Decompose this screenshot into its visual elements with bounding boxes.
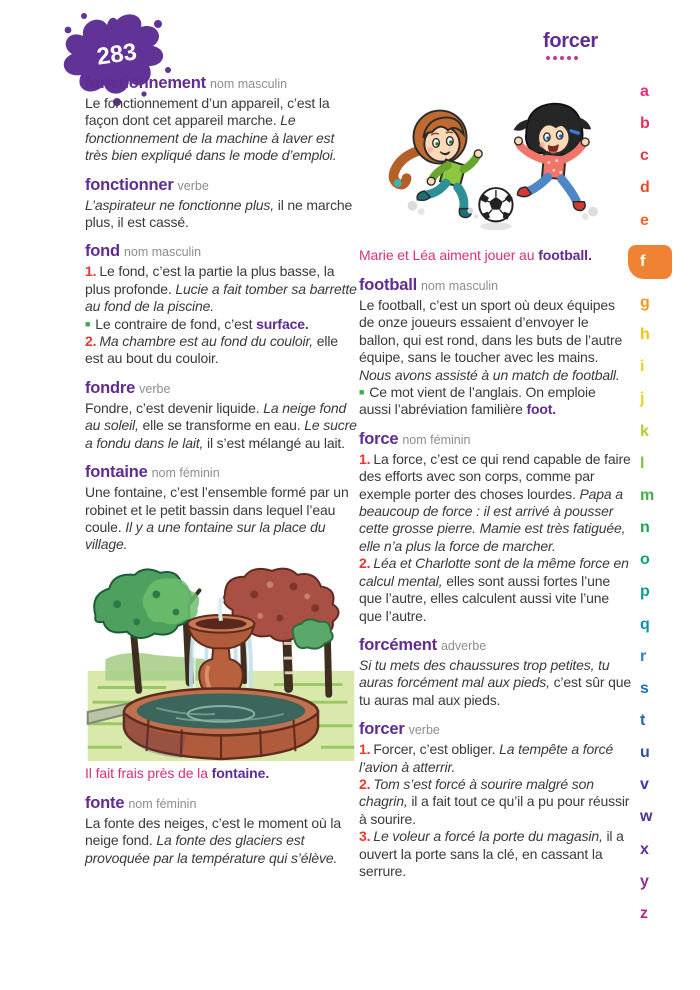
definition-paragraph: [359, 555, 631, 625]
headword: forcer: [359, 720, 405, 739]
text-segment: fontaine.: [211, 764, 270, 781]
definition-paragraph: [85, 95, 358, 165]
headword: fonctionner: [85, 175, 174, 194]
text-segment: Le fonctionnement d’un appareil, c’est la façon dont cet appareil marche.: [85, 95, 330, 129]
entry-head: [85, 74, 358, 93]
part-of-speech: nom féminin: [402, 432, 471, 447]
football-kids-figure: [359, 88, 631, 264]
headword: fonte: [85, 793, 125, 812]
definition-paragraph: [359, 297, 631, 384]
running-head-dot: [560, 56, 564, 60]
running-head-dot: [546, 56, 550, 60]
right-entries: [359, 276, 631, 880]
entry-head: [85, 379, 358, 398]
fountain-caption: [85, 765, 358, 782]
entry-head: [359, 636, 631, 655]
part-of-speech: nom masculin: [123, 245, 202, 260]
part-of-speech: nom masculin: [209, 77, 288, 91]
part-of-speech: verbe: [177, 178, 209, 193]
definition-paragraph: [85, 197, 358, 232]
text-segment: Il y a une fontaine sur la place du village.: [85, 518, 326, 553]
alphabet-letter-i: i: [640, 358, 645, 376]
alphabet-letter-s: s: [640, 679, 649, 697]
text-segment: La neige fond au soleil,: [85, 399, 347, 434]
alphabet-letter-p: p: [640, 583, 650, 601]
text-segment: Si tu mets des chaussures trop petites, tu auras forcément mal aux pieds,: [359, 656, 610, 691]
alphabet-letter-e: e: [640, 211, 649, 229]
text-segment: Ce mot vient de l’anglais. On emploie aussi l’abréviation familière: [359, 384, 596, 418]
headword: fontaine: [85, 463, 148, 482]
alphabet-letter-r: r: [640, 647, 647, 665]
alphabet-letter-k: k: [640, 422, 649, 440]
text-segment: Il fait frais près de la: [85, 764, 212, 781]
running-head-dot: [574, 56, 578, 60]
alphabet-letter-f: f: [628, 245, 672, 279]
entry-head: [85, 176, 358, 195]
text-segment: Le contraire de fond, c’est: [95, 315, 257, 332]
running-head: [543, 30, 598, 60]
text-segment: elles sont aussi fortes l’une que l’autre, elles calculent aussi vite l’une que l’autre.: [359, 572, 610, 624]
text-segment: 2.: [85, 333, 97, 350]
part-of-speech: nom féminin: [151, 466, 220, 481]
text-segment: Le fond, c’est la partie la plus basse, la plus profonde.: [85, 263, 335, 297]
definition-paragraph: [85, 333, 358, 368]
definition-paragraph: [85, 815, 358, 867]
entry-forcer: [359, 720, 631, 880]
part-of-speech: verbe: [408, 723, 440, 738]
alphabet-letter-q: q: [640, 615, 650, 633]
running-head-word: forcer: [543, 30, 598, 52]
part-of-speech: adverbe: [440, 638, 487, 653]
alphabet-letter-h: h: [640, 326, 650, 344]
entry-head: [359, 430, 631, 449]
entry-fonte: [85, 794, 358, 867]
right-column: [359, 84, 631, 891]
headword: football: [359, 276, 417, 294]
entry-head: [85, 463, 358, 482]
text-segment: 3.: [359, 828, 371, 845]
alphabet-letter-t: t: [640, 711, 646, 729]
text-segment: Le voleur a forcé la porte du magasin,: [373, 828, 603, 845]
alphabet-letter-n: n: [640, 519, 650, 537]
text-segment: football.: [538, 247, 592, 263]
definition-paragraph: [359, 741, 631, 776]
text-segment: Lucie a fait tomber sa barrette au fond de la piscine.: [85, 280, 357, 315]
text-segment: La tempête a forcé l’avion à atterrir.: [359, 741, 614, 775]
entry-head: [359, 720, 631, 739]
text-segment: c’est sûr que tu auras mal aux pieds.: [359, 674, 631, 708]
entry-football: [359, 276, 631, 419]
definition-paragraph: [85, 316, 358, 333]
text-segment: 1.: [359, 450, 371, 467]
text-segment: Papa a beaucoup de force : il est arrivé à pousser cette grosse pierre. Mamie est très fatiguée, elle n’a plus la force de marcher.: [359, 485, 626, 554]
definition-paragraph: [85, 263, 358, 315]
page-number: 283: [95, 38, 139, 71]
running-head-dot: [567, 56, 571, 60]
football-kids-illustration: [359, 88, 624, 243]
football-caption: [359, 247, 631, 264]
left-entries-continued: [85, 794, 358, 867]
text-segment: 1.: [85, 263, 97, 280]
entry-fondre: [85, 379, 358, 452]
fountain-illustration: [85, 565, 357, 761]
text-segment: elle est au bout du couloir.: [85, 333, 338, 367]
definition-paragraph: [85, 484, 358, 554]
alphabet-letter-b: b: [640, 115, 650, 133]
part-of-speech: nom masculin: [420, 279, 499, 293]
entry-head: [85, 794, 358, 813]
alphabet-letter-d: d: [640, 179, 650, 197]
left-column: [85, 74, 358, 878]
fountain-figure: [85, 565, 358, 782]
text-segment: Le sucre a fondu dans le lait,: [85, 417, 357, 451]
running-head-dot: [553, 56, 557, 60]
alphabet-letter-o: o: [640, 551, 650, 569]
alphabet-letter-x: x: [640, 840, 649, 858]
entry-fond: [85, 242, 358, 367]
definition-paragraph: [359, 451, 631, 555]
alphabet-letter-v: v: [640, 776, 649, 794]
entry-fonctionner: [85, 176, 358, 232]
alphabet-letter-j: j: [640, 390, 645, 408]
text-segment: il ne marche plus, il est cassé.: [85, 196, 353, 231]
headword: fondre: [85, 378, 136, 397]
text-segment: Marie et Léa aiment jouer au: [359, 247, 539, 263]
alphabet-letter-y: y: [640, 872, 649, 890]
text-segment: L’aspirateur ne fonctionne plus,: [85, 196, 274, 213]
entry-forcement: [359, 636, 631, 709]
entry-head: [85, 242, 358, 261]
entry-head: [359, 276, 631, 295]
part-of-speech: verbe: [139, 381, 171, 396]
headword: fond: [85, 242, 120, 261]
alphabet-letter-u: u: [640, 744, 650, 762]
text-segment: Forcer, c’est obliger.: [373, 741, 500, 758]
text-segment: La force, c’est ce qui rend capable de faire des efforts avec son corps, comme par exemple porter des choses lourdes.: [359, 450, 631, 502]
text-segment: Fondre, c’est devenir liquide.: [85, 399, 264, 416]
text-segment: il a fait tout ce qu’il a pu pour réussir à sourire.: [359, 793, 630, 827]
entry-fonctionnement: [85, 74, 358, 165]
alphabet-letter-c: c: [640, 147, 649, 165]
text-segment: surface.: [256, 315, 309, 332]
alphabet-letter-l: l: [640, 454, 645, 472]
text-segment: La fonte des neiges, c’est le moment où la neige fond.: [85, 814, 341, 849]
definition-paragraph: [359, 657, 631, 709]
text-segment: il a ouvert la porte sans la clé, en cassant la serrure.: [359, 828, 624, 879]
running-head-dots: [546, 56, 598, 60]
definition-paragraph: [85, 400, 358, 452]
definition-paragraph: [359, 776, 631, 828]
text-segment: foot.: [526, 401, 557, 418]
text-segment: La fonte des glaciers est provoquée par la température qui s’élève.: [85, 832, 338, 866]
text-segment: Ma chambre est au fond du couloir,: [99, 333, 313, 350]
alphabet-letter-z: z: [640, 904, 648, 922]
definition-paragraph: [359, 384, 631, 419]
left-entries: [85, 74, 358, 554]
headword: forcément: [359, 635, 437, 654]
text-segment: Léa et Charlotte sont de la même force en calcul mental,: [359, 555, 629, 589]
definition-paragraph: [359, 828, 631, 880]
alphabet-letter-m: m: [640, 486, 655, 504]
text-segment: Une fontaine, c’est l’ensemble formé par un robinet et le petit bassin dans lequel l’eau coule.: [85, 484, 349, 535]
text-segment: ■: [359, 387, 365, 398]
entry-fontaine: [85, 463, 358, 554]
text-segment: 2.: [359, 775, 371, 792]
entry-force: [359, 430, 631, 625]
text-segment: Le football, c’est un sport où deux équipes de onze joueurs essaient d’envoyer le ballon, qui est rond, dans les buts de l’autre équipe, sans le toucher avec les mains.: [359, 297, 623, 366]
alphabet-letter-a: a: [640, 83, 649, 100]
headword: fonctionnement: [85, 74, 206, 92]
alphabet-index: [628, 84, 674, 922]
part-of-speech: nom féminin: [128, 796, 197, 811]
text-segment: elle se transforme en eau.: [138, 417, 305, 434]
alphabet-letter-w: w: [640, 808, 653, 826]
text-segment: Le fonctionnement de la machine à laver est très bien expliqué dans le mode d’emploi.: [85, 112, 337, 164]
text-segment: ■: [85, 318, 91, 329]
text-segment: 2.: [359, 555, 371, 572]
text-segment: Tom s’est forcé à sourire malgré son chagrin,: [359, 775, 594, 810]
text-segment: Nous avons assisté à un match de football.: [359, 366, 620, 383]
headword: force: [359, 429, 399, 448]
text-segment: il s’est mélangé au lait.: [203, 434, 345, 451]
alphabet-letter-g: g: [640, 293, 650, 311]
text-segment: 1.: [359, 741, 371, 758]
